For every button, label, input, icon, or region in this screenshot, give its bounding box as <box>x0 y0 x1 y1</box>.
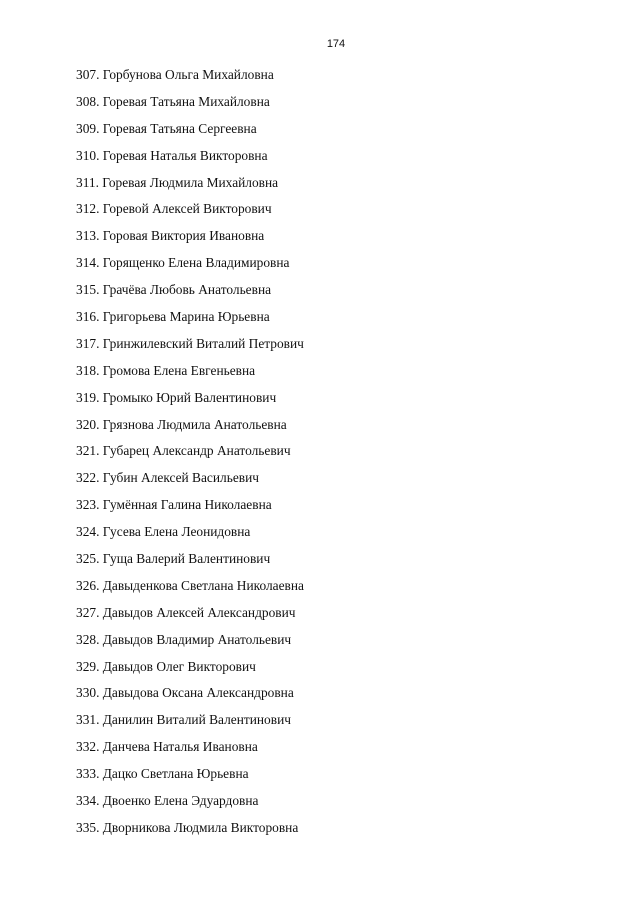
list-item: 310. Горевая Наталья Викторовна <box>76 147 268 163</box>
list-item: 320. Грязнова Людмила Анатольевна <box>76 416 287 432</box>
list-item: 325. Гуща Валерий Валентинович <box>76 551 271 567</box>
list-item: 313. Горовая Виктория Ивановна <box>76 228 265 244</box>
list-item: 312. Горевой Алексей Викторович <box>76 201 272 217</box>
list-item: 334. Двоенко Елена Эдуардовна <box>76 793 259 809</box>
list-item: 315. Грачёва Любовь Анатольевна <box>76 282 272 298</box>
list-item: 324. Гусева Елена Леонидовна <box>76 524 251 540</box>
list-item: 327. Давыдов Алексей Александрович <box>76 604 296 620</box>
list-item: 329. Давыдов Олег Викторович <box>76 658 256 674</box>
list-item: 318. Громова Елена Евгеньевна <box>76 362 256 378</box>
list-item: 309. Горевая Татьяна Сергеевна <box>76 120 257 136</box>
page-number: 174 <box>326 38 346 50</box>
list-item: 330. Давыдова Оксана Александровна <box>76 685 294 701</box>
list-item: 307. Горбунова Ольга Михайловна <box>76 67 274 82</box>
list-item: 322. Губин Алексей Васильевич <box>76 470 259 486</box>
list-item: 316. Григорьева Марина Юрьевна <box>76 309 270 325</box>
list-item: 317. Гринжилевский Виталий Петрович <box>76 335 304 351</box>
list-item: 323. Гумённая Галина Николаевна <box>76 497 272 513</box>
list-item: 308. Горевая Татьяна Михайловна <box>76 93 270 109</box>
list-item: 321. Губарец Александр Анатольевич <box>76 443 291 459</box>
list-item: 319. Громыко Юрий Валентинович <box>76 389 277 405</box>
list-item: 335. Дворникова Людмила Викторовна <box>76 819 299 835</box>
list-item: 331. Данилин Виталий Валентинович <box>76 712 291 728</box>
list-item: 314. Горященко Елена Владимировна <box>76 255 290 271</box>
list-item: 333. Дацко Светлана Юрьевна <box>76 766 249 782</box>
list-item: 326. Давыденкова Светлана Николаевна <box>76 577 304 593</box>
list-item: 328. Давыдов Владимир Анатольевич <box>76 631 292 647</box>
name-list <box>76 66 304 846</box>
list-item: 332. Данчева Наталья Ивановна <box>76 739 258 755</box>
list-item: 311. Горевая Людмила Михайловна <box>76 174 279 190</box>
